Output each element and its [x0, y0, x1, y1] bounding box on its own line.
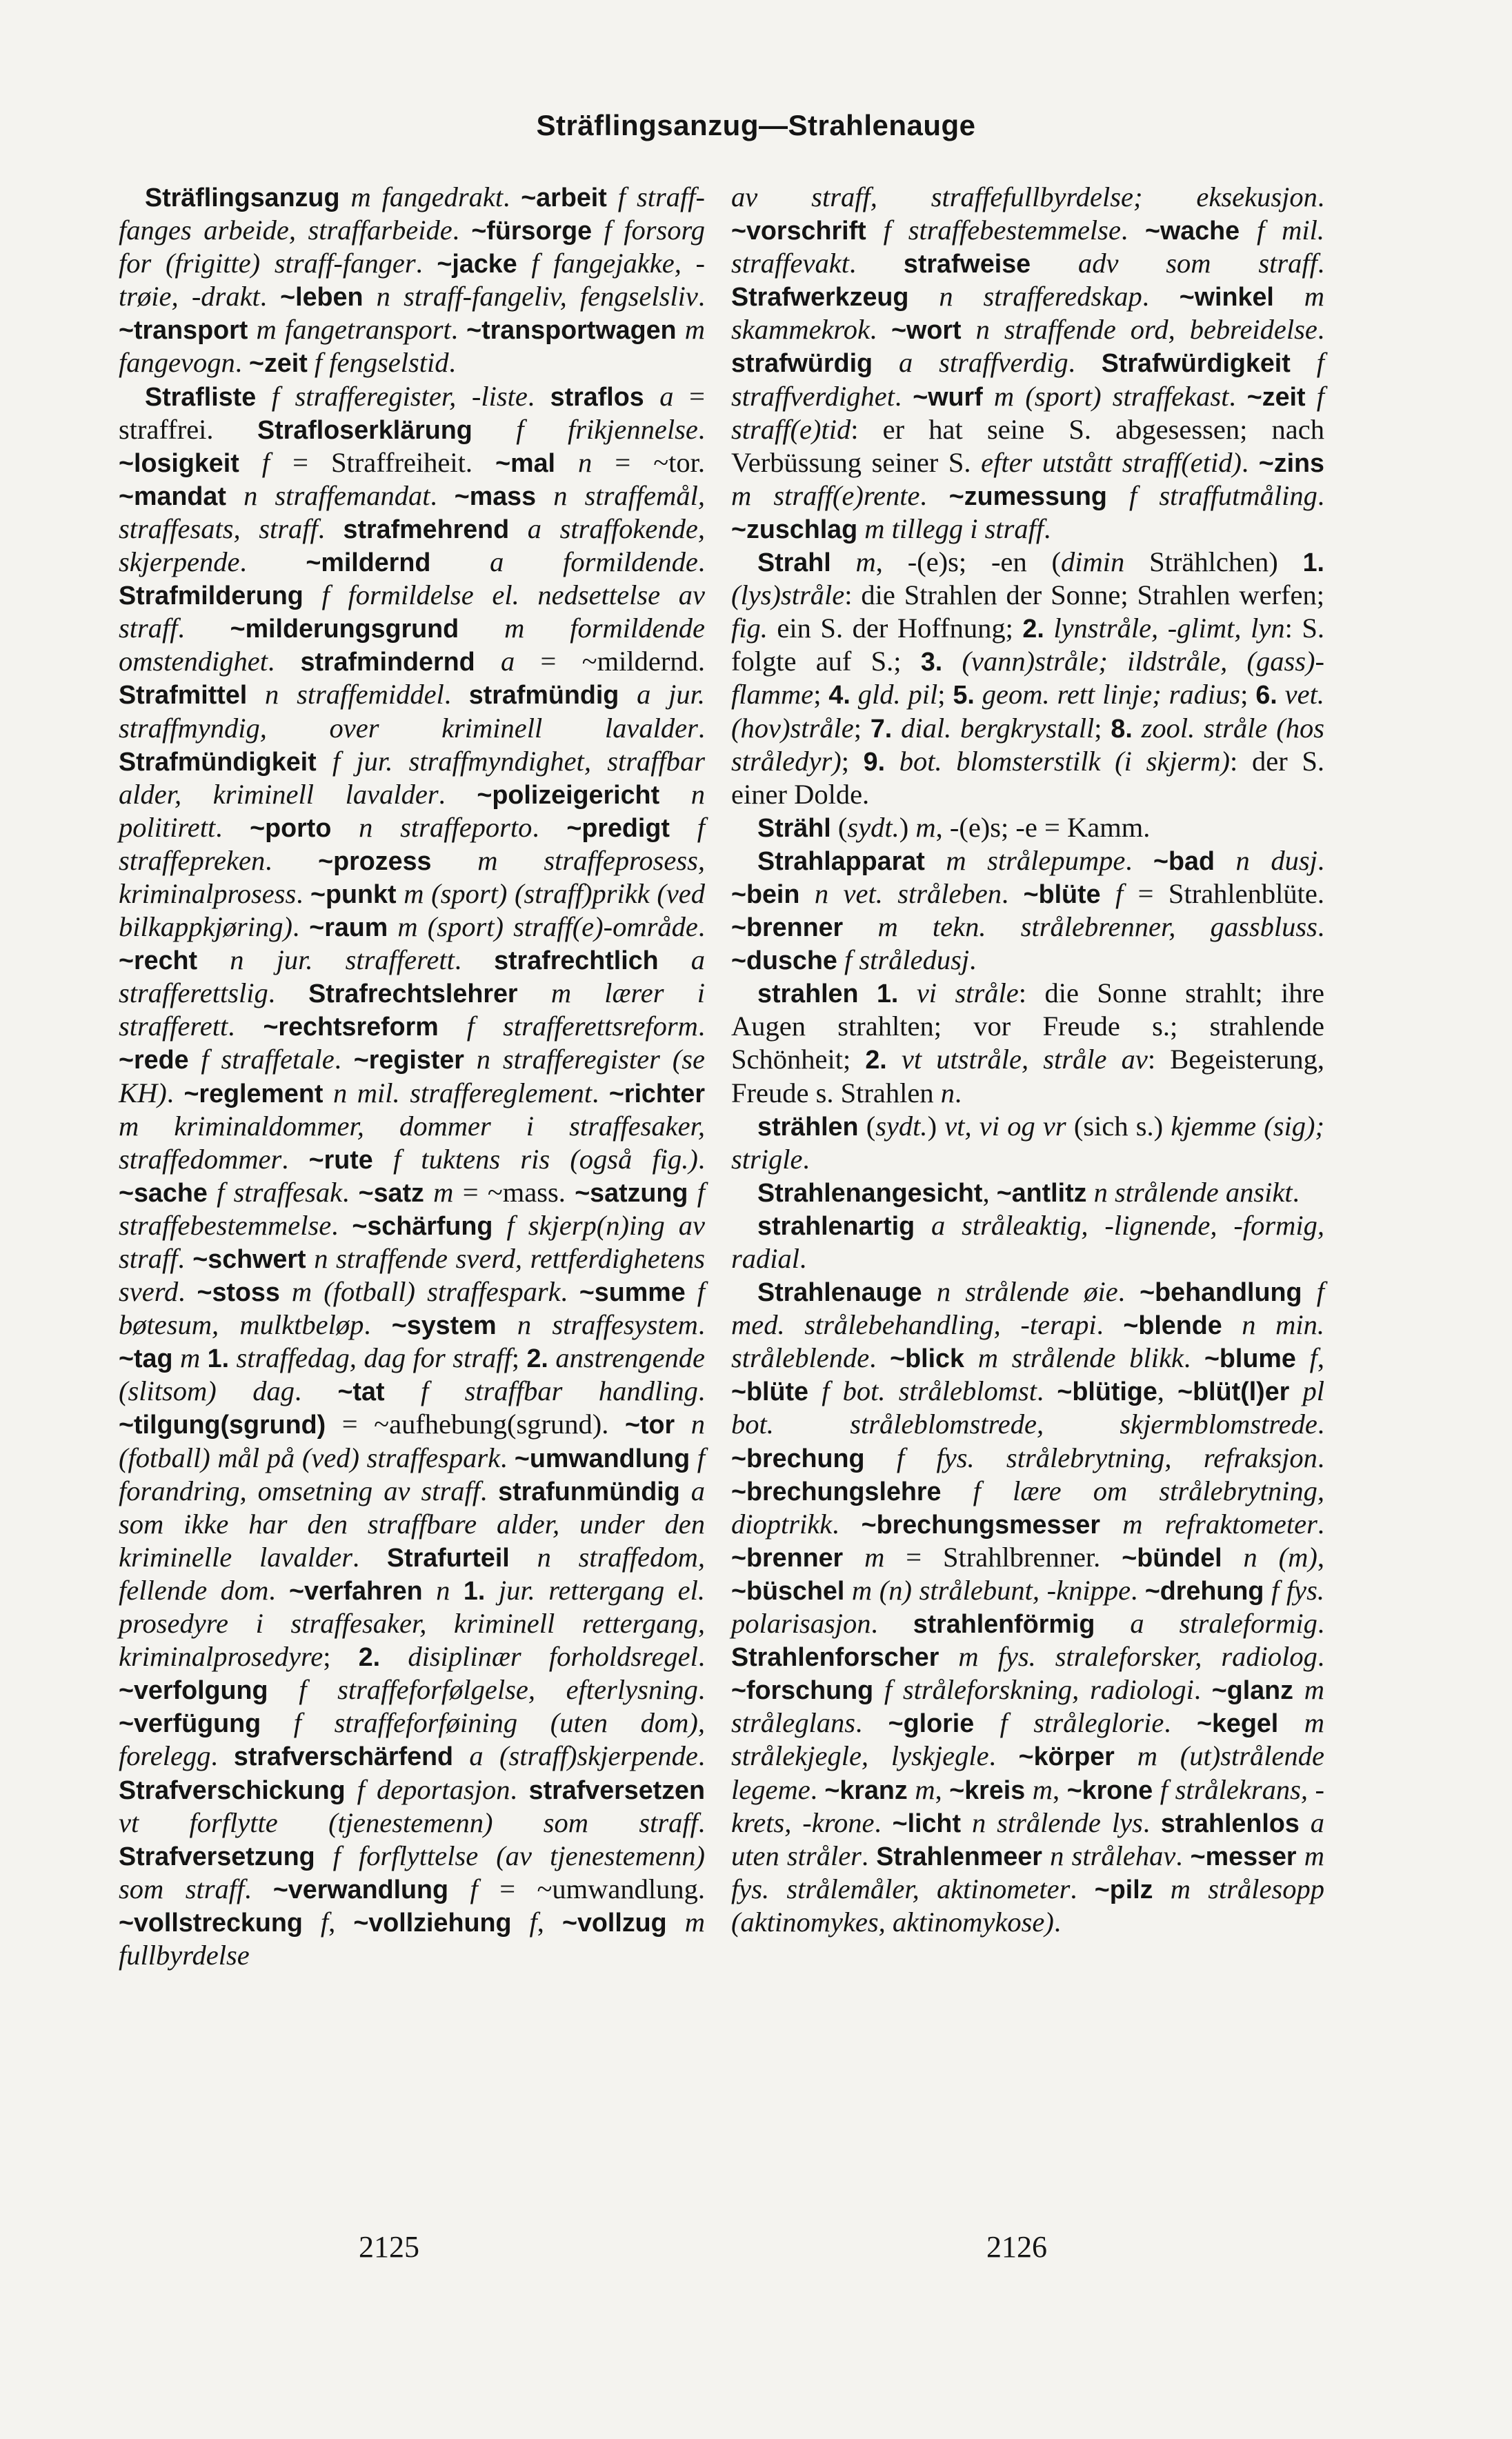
- entry-block: strählen (sydt.) vt, vi og vr (sich s.) kjemme (sig); strigle.: [731, 1110, 1324, 1175]
- left-column: [119, 181, 705, 1972]
- entry-block: Strahl m, -(e)s; -en (dimin Strählchen) 1. (lys)stråle: die Strahlen der Sonne; Strahlen werfen; fig. ein S. der Hoffnung; 2. lynstråle, -glimt, lyn: S. folgte auf S.; 3. (vann)stråle; ildstråle, (gass)-flamme; 4. gld. pil; 5. geom. rett linje; radius; 6. vet. (hov)stråle; 7. dial. bergkrystall; 8. zool. stråle (hos stråledyr); 9. bot. blomsterstilk (i skjerm): der S. einer Dolde.: [731, 546, 1325, 810]
- entry-block: Strahlenangesicht, ~antlitz n strålende ansikt.: [757, 1176, 1300, 1208]
- page-header: Sträflingsanzug—Strahlenauge: [536, 109, 976, 141]
- entry-block: Strahlenauge n strålende øie. ~behandlung f med. strålebehandling, -terapi. ~blende n min. stråleblende. ~blick m strålende blikk. ~blume f, ~blüte f bot. stråleblomst. ~blütige, ~blüt(l)er pl bot. stråleblomstrede, skjermblomstrede. ~brechung f fys. strålebrytning, refraksjon. ~brechungslehre f lære om strålebrytning, dioptrikk. ~brechungsmesser m refraktometer. ~brenner m = Strahlbrenner. ~bündel n (m), ~büschel m (n) strålebunt, -knippe. ~drehung f fys. polarisasjon. strahlenförmig a straleformig. Strahlenforscher m fys. straleforsker, radiolog. ~forschung f stråleforskning, radiologi. ~glanz m stråleglans. ~glorie f stråleglorie. ~kegel m strålekjegle, lyskjegle. ~körper m (ut)strålende legeme. ~kranz m, ~kreis m, ~krone f strålekrans, -krets, -krone. ~licht n strålende lys. strahlenlos a uten stråler. Strahlenmeer n strålehav. ~messer m fys. strålemåler, aktinometer. ~pilz m strålesopp (aktinomykes, aktinomykose).: [731, 1276, 1325, 1938]
- entry-block: strahlenartig a stråleaktig, -lignende, -formig, radial.: [731, 1209, 1324, 1274]
- entry-block: Strähl (sydt.) m, -(e)s; -e = Kamm.: [757, 811, 1151, 843]
- entry-block: Strahlapparat m strålepumpe. ~bad n dusj. ~bein n vet. stråleben. ~blüte f = Strahlenblüte. ~brenner m tekn. strålebrenner, gassbluss. ~dusche f stråledusj.: [731, 844, 1325, 976]
- page-number-left: 2125: [359, 2230, 419, 2264]
- entry-block: Strafliste f strafferegister, -liste. straflos a = straffrei. Strafloserklärung f frikjennelse. ~losigkeit f = Straffreiheit. ~mal n = ~tor. ~mandat n straffemandat. ~mass n straffemål, straffesats, straff. strafmehrend a straffokende, skjerpende. ~mildernd a formildende. Strafmilderung f formildelse el. nedsettelse av straff. ~milderungsgrund m formildende omstendighet. strafmindernd a = ~mildernd. Strafmittel n straffemiddel. strafmündig a jur. straffmyndig, over kriminell lavalder. Strafmündigkeit f jur. straffmyndighet, straffbar alder, kriminell lavalder. ~polizeigericht n politirett. ~porto n straffeporto. ~predigt f straffepreken. ~prozess m straffeprosess, kriminalprosess. ~punkt m (sport) (straff)prikk (ved bilkappkjøring). ~raum m (sport) straff(e)-område. ~recht n jur. strafferett. strafrechtlich a strafferettslig. Strafrechtslehrer m lærer i strafferett. ~rechtsreform f strafferettsreform. ~rede f straffetale. ~register n strafferegister (se KH). ~reglement n mil. straffereglement. ~richter m kriminaldommer, dommer i straffesaker, straffedommer. ~rute f tuktens ris (også fig.). ~sache f straffesak. ~satz m = ~mass. ~satzung f straffebestemmelse. ~schärfung f skjerp(n)ing av straff. ~schwert n straffende sverd, rettferdighetens sverd. ~stoss m (fotball) straffespark. ~summe f bøtesum, mulktbeløp. ~system n straffesystem. ~tag m 1. straffedag, dag for straff; 2. anstrengende (slitsom) dag. ~tat f straffbar handling. ~tilgung(sgrund) = ~aufhebung(sgrund). ~tor n (fotball) mål på (ved) straffespark. ~umwandlung f forandring, omsetning av straff. strafunmündig a som ikke har den straffbare alder, under den kriminelle lavalder. Strafurteil n straffedom, fellende dom. ~verfahren n 1. jur. rettergang el. prosedyre i straffesaker, kriminell rettergang, kriminalprosedyre; 2. disiplinær forholdsregel. ~verfolgung f straffeforfølgelse, efterlysning. ~verfügung f straffeforføining (uten dom), forelegg. strafverschärfend a (straff)skjerpende. Strafverschickung f deportasjon. strafversetzen vt forflytte (tjenestemenn) som straff. Strafversetzung f forflyttelse (av tjenestemenn) som straff. ~verwandlung f = ~umwandlung. ~vollstreckung f, ~vollziehung f, ~vollzug m fullbyrdelse: [119, 380, 706, 1971]
- entry-block: strahlen 1. vi stråle: die Sonne strahlt; ihre Augen strahlten; vor Freude s.; strahlende Schönheit; 2. vt utstråle, stråle av: Begeisterung, Freude s. Strahlen n.: [731, 977, 1325, 1108]
- right-column: [731, 181, 1324, 1939]
- page-number-right: 2126: [986, 2230, 1047, 2264]
- entry-block: av straff, straffefullbyrdelse; eksekusjon. ~vorschrift f straffebestemmelse. ~wache f mil. straffevakt. strafweise adv som straff. Strafwerkzeug n strafferedskap. ~winkel m skammekrok. ~wort n straffende ord, bebreidelse. strafwürdig a straffverdig. Strafwürdigkeit f straffverdighet. ~wurf m (sport) straffekast. ~zeit f straff(e)tid: er hat seine S. abgesessen; nach Verbüssung seiner S. efter utstått straff(etid). ~zins m straff(e)rente. ~zumessung f straffutmåling. ~zuschlag m tillegg i straff.: [731, 181, 1325, 544]
- entry-block: Sträflingsanzug m fangedrakt. ~arbeit f straff-fanges arbeide, straffarbeide. ~fürsorge f forsorg for (frigitte) straff-fanger. ~jacke f fangejakke, -trøie, -drakt. ~leben n straff-fangeliv, fengselsliv. ~transport m fangetransport. ~transportwagen m fangevogn. ~zeit f fengselstid.: [119, 181, 706, 379]
